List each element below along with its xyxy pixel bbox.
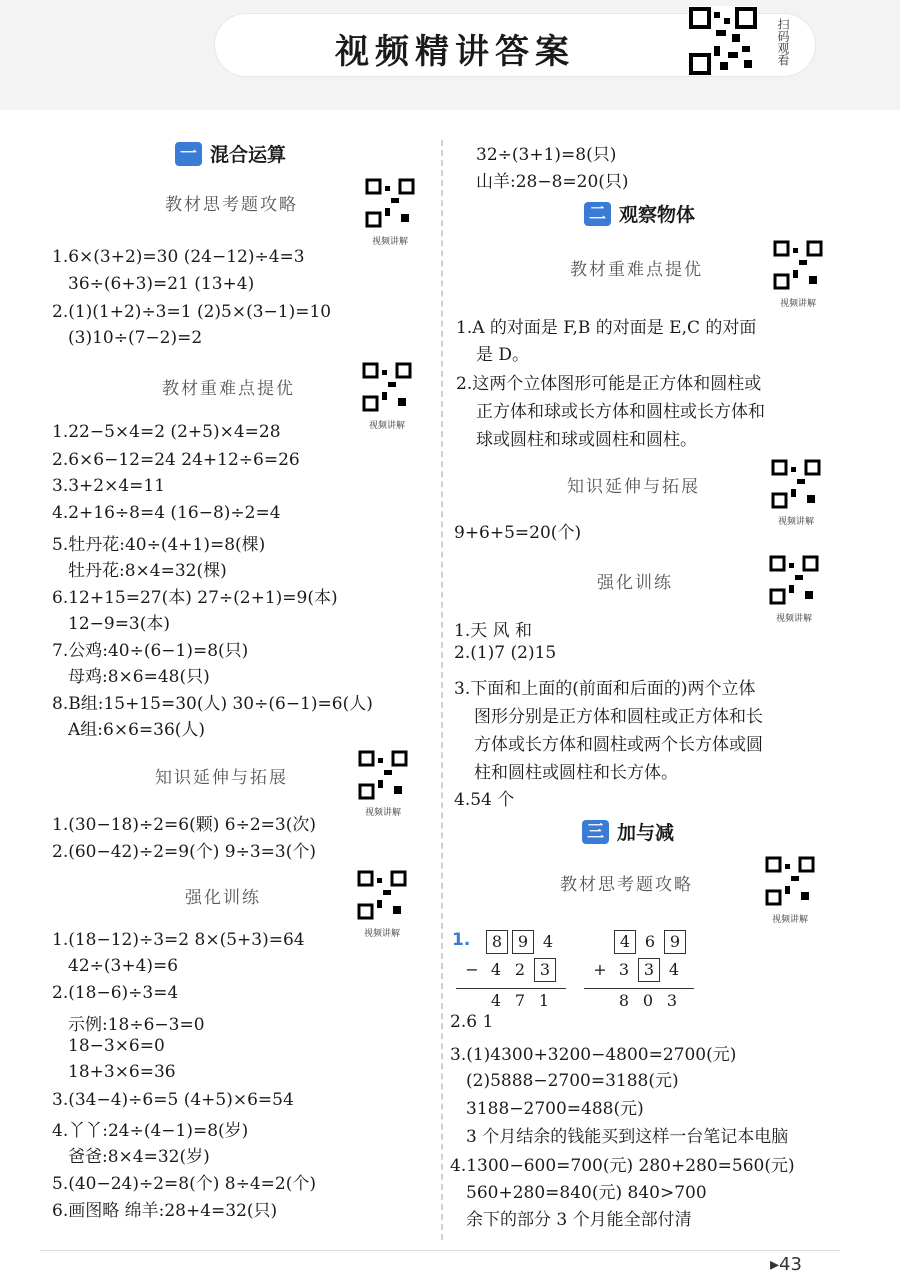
unit-badge: 二 bbox=[584, 202, 611, 226]
qr-label: 视频讲解 bbox=[368, 421, 405, 431]
answer-line: 方体或长方体和圆柱或两个长方体或圆 bbox=[474, 735, 763, 755]
answer-line: 12−9=3(本) bbox=[68, 614, 171, 634]
answer-line: 3.3+2×4=11 bbox=[52, 476, 166, 496]
calc-digit: 6 bbox=[644, 931, 656, 951]
section-heading: 强化训练 bbox=[185, 888, 261, 908]
section-heading: 教材思考题攻略 bbox=[560, 875, 693, 895]
calc-digit: 4 bbox=[668, 959, 680, 979]
calc-digit: 4 bbox=[614, 930, 636, 954]
calc-digit: 8 bbox=[618, 991, 630, 1010]
section-heading: 知识延伸与拓展 bbox=[155, 768, 288, 788]
answer-line: 余下的部分 3 个月能全部付清 bbox=[466, 1210, 692, 1230]
answer-line: 7.公鸡:40÷(6−1)=8(只) bbox=[52, 641, 249, 661]
answer-line: 1.(30−18)÷2=6(颗) 6÷2=3(次) bbox=[52, 815, 316, 835]
answer-line: 2.(18−6)÷3=4 bbox=[52, 983, 179, 1003]
calc-digit: 9 bbox=[512, 930, 534, 954]
answer-line: 2.这两个立体图形可能是正方体和圆柱或 bbox=[456, 374, 762, 394]
qr-label: 视频讲解 bbox=[775, 614, 812, 624]
qr-code-icon[interactable] bbox=[357, 870, 407, 920]
qr-label: 视频讲解 bbox=[364, 808, 401, 818]
unit-title: 加与减 bbox=[617, 822, 675, 844]
calc-digit: 3 bbox=[618, 959, 630, 979]
answer-line: 9+6+5=20(个) bbox=[454, 523, 582, 543]
answer-line: 2.(1)(1+2)÷3=1 (2)5×(3−1)=10 bbox=[52, 302, 332, 322]
answer-line: 示例:18÷6−3=0 bbox=[68, 1015, 205, 1035]
answer-line: 牡丹花:8×4=32(棵) bbox=[68, 561, 227, 581]
question-number: 1. bbox=[452, 930, 471, 950]
calc-digit: 1 bbox=[538, 991, 550, 1010]
answer-line: 球或圆柱和球或圆柱和圆柱。 bbox=[476, 430, 697, 450]
answer-line: 柱和圆柱或圆柱和长方体。 bbox=[474, 763, 678, 783]
answer-line: 正方体和球或长方体和圆柱或长方体和 bbox=[476, 402, 765, 422]
answer-line: 4.丫丫:24÷(4−1)=8(岁) bbox=[52, 1121, 249, 1141]
calc-digit: 0 bbox=[642, 991, 654, 1010]
qr-top-label: 扫码观看 bbox=[776, 18, 790, 66]
qr-code-icon[interactable] bbox=[362, 362, 412, 412]
answer-line: 1.(18−12)÷3=2 8×(5+3)=64 bbox=[52, 930, 305, 950]
calc-digit: 3 bbox=[666, 991, 678, 1010]
calc-digit: 4 bbox=[490, 991, 502, 1010]
section-heading: 教材重难点提优 bbox=[570, 260, 703, 280]
page-title: 视频精讲答案 bbox=[335, 32, 575, 72]
answer-line: 18+3×6=36 bbox=[68, 1062, 176, 1082]
qr-code-icon[interactable] bbox=[358, 750, 408, 800]
qr-label: 视频讲解 bbox=[363, 929, 400, 939]
qr-label: 视频讲解 bbox=[777, 517, 814, 527]
answer-line: 3188−2700=488(元) bbox=[466, 1099, 644, 1119]
answer-line: 2.6 1 bbox=[450, 1012, 494, 1032]
answer-line: 母鸡:8×6=48(只) bbox=[68, 667, 210, 687]
unit-title: 观察物体 bbox=[619, 204, 696, 226]
answer-line: 爸爸:8×4=32(岁) bbox=[68, 1147, 210, 1167]
calc-operator: + bbox=[593, 959, 607, 979]
answer-line: 1.22−5×4=2 (2+5)×4=28 bbox=[52, 422, 281, 442]
answer-line: 4.54 个 bbox=[454, 790, 515, 810]
section-heading: 教材思考题攻略 bbox=[165, 195, 298, 215]
unit-badge: 一 bbox=[175, 142, 202, 166]
answer-line: 560+280=840(元) 840>700 bbox=[466, 1183, 707, 1203]
answer-line: 32÷(3+1)=8(只) bbox=[476, 145, 617, 165]
qr-label: 视频讲解 bbox=[771, 915, 808, 925]
qr-code-icon[interactable] bbox=[769, 555, 819, 605]
answer-line: 2.(1)7 (2)15 bbox=[454, 643, 557, 663]
answer-line: 2.(60−42)÷2=9(个) 9÷3=3(个) bbox=[52, 842, 316, 862]
answer-line: 36÷(6+3)=21 (13+4) bbox=[68, 274, 255, 294]
page-number: ▸43 bbox=[770, 1254, 802, 1275]
qr-code-icon[interactable] bbox=[771, 459, 821, 509]
unit-badge: 三 bbox=[582, 820, 609, 844]
answer-line: (3)10÷(7−2)=2 bbox=[68, 328, 203, 348]
unit-1-heading bbox=[175, 140, 286, 167]
column-divider bbox=[441, 140, 443, 1240]
answer-line: 山羊:28−8=20(只) bbox=[476, 172, 629, 192]
answer-line: 8.B组:15+15=30(人) 30÷(6−1)=6(人) bbox=[52, 694, 373, 714]
unit-3-heading bbox=[582, 818, 674, 845]
calc-digit: 3 bbox=[534, 958, 556, 982]
answer-line: 4.1300−600=700(元) 280+280=560(元) bbox=[450, 1156, 795, 1176]
calc-digit: 3 bbox=[638, 958, 660, 982]
unit-title: 混合运算 bbox=[210, 144, 287, 166]
calc-digit: 9 bbox=[664, 930, 686, 954]
answer-line: 2.6×6−12=24 24+12÷6=26 bbox=[52, 450, 300, 470]
answer-line: 1.A 的对面是 F,B 的对面是 E,C 的对面 bbox=[456, 318, 757, 338]
answer-line: 3 个月结余的钱能买到这样一台笔记本电脑 bbox=[466, 1127, 789, 1147]
answer-line: 5.(40−24)÷2=8(个) 8÷4=2(个) bbox=[52, 1174, 316, 1194]
answer-line: 42÷(3+4)=6 bbox=[68, 956, 179, 976]
qr-label: 视频讲解 bbox=[371, 237, 408, 247]
calc-digit: 4 bbox=[542, 931, 554, 951]
answer-line: 6.12+15=27(本) 27÷(2+1)=9(本) bbox=[52, 588, 338, 608]
answer-line: 1.天 风 和 bbox=[454, 621, 533, 641]
unit-2-heading bbox=[584, 200, 695, 227]
answer-line: 18−3×6=0 bbox=[68, 1036, 165, 1056]
answer-line: 3.(1)4300+3200−4800=2700(元) bbox=[450, 1045, 737, 1065]
vertical-calc-1 bbox=[465, 930, 566, 1010]
footer-divider bbox=[40, 1250, 840, 1251]
answer-line: A组:6×6=36(人) bbox=[68, 720, 206, 740]
calc-digit: 7 bbox=[514, 991, 526, 1010]
answer-line: 1.6×(3+2)=30 (24−12)÷4=3 bbox=[52, 247, 305, 267]
answer-line: 3.(34−4)÷6=5 (4+5)×6=54 bbox=[52, 1090, 294, 1110]
calc-digit: 2 bbox=[514, 959, 526, 979]
answer-line: 4.2+16÷8=4 (16−8)÷2=4 bbox=[52, 503, 281, 523]
calc-digit: 4 bbox=[490, 959, 502, 979]
section-heading: 教材重难点提优 bbox=[162, 379, 295, 399]
page-number-value: 43 bbox=[779, 1254, 802, 1275]
answer-line: (2)5888−2700=3188(元) bbox=[466, 1071, 679, 1091]
qr-code-icon[interactable] bbox=[765, 856, 815, 906]
answer-line: 图形分别是正方体和圆柱或正方体和长 bbox=[474, 707, 763, 727]
answer-line: 3.下面和上面的(前面和后面的)两个立体 bbox=[454, 679, 756, 699]
calc-digit: 8 bbox=[486, 930, 508, 954]
qr-label: 视频讲解 bbox=[779, 299, 816, 309]
qr-code-icon[interactable] bbox=[688, 6, 758, 76]
answer-line: 5.牡丹花:40÷(4+1)=8(棵) bbox=[52, 535, 266, 555]
section-heading: 知识延伸与拓展 bbox=[567, 477, 700, 497]
qr-code-icon[interactable] bbox=[773, 240, 823, 290]
qr-code-icon[interactable] bbox=[365, 178, 415, 228]
answer-line: 6.画图略 绵羊:28+4=32(只) bbox=[52, 1201, 278, 1221]
vertical-calc-2 bbox=[593, 930, 694, 1010]
answer-line: 是 D。 bbox=[476, 345, 530, 365]
calc-operator: − bbox=[465, 959, 479, 979]
section-heading: 强化训练 bbox=[597, 573, 673, 593]
